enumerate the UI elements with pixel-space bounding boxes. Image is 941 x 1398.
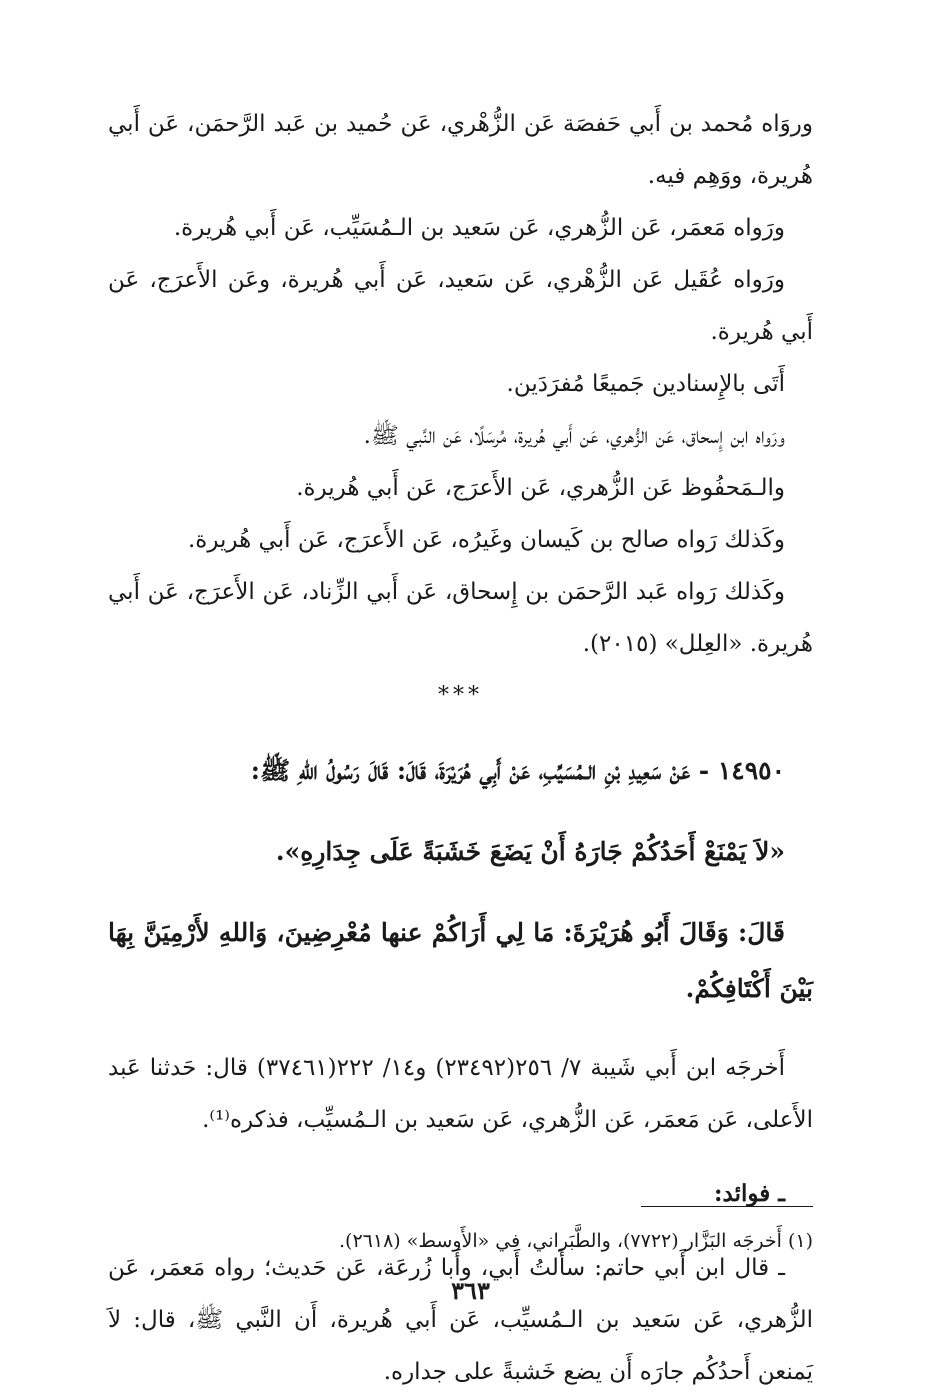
paragraph-5: ورَواه ابن إِسحاق، عَن الزُّهري، عَن أَبي هُريرة، مُرسَلًا، عَن النَّبي ﷺ. <box>363 423 785 449</box>
paragraph-6: والـمَحفُوظ عَن الزُّهري، عَن الأَعرَج، عَن أَبي هُريرة. <box>296 475 785 501</box>
hadith-text: «لاَ يَمْنَعْ أَحَدُكُمْ جَارَهُ أَنْ يَضَعَ خَشَبَةً عَلَى جِدَارِهِ». <box>275 837 785 866</box>
paragraph-8: وكَذلك رَواه عَبد الرَّحمَن بن إِسحاق، عَن أَبي الزِّناد، عَن الأَعرَج، عَن أَبي هُريرة. «العِلل» (٢٠١٥). <box>108 579 813 657</box>
paragraph-2: ورَواه مَعمَر، عَن الزُّهري، عَن سَعيد بن الـمُسَيِّب، عَن أَبي هُريرة. <box>173 215 785 241</box>
paragraph-7: وكَذلك رَواه صالح بن كَيسان وغَيرُه، عَن الأَعرَج، عَن أَبي هُريرة. <box>187 527 785 553</box>
fawaid-heading: ـ فوائد: <box>714 1180 785 1207</box>
paragraph-1: وروَاه مُحمد بن أَبي حَفصَة عَن الزُّهْري، عَن حُميد بن عَبد الرَّحمَن، عَن أَبي هُريرة، ووَهِم فيه. <box>108 111 813 189</box>
page-body <box>108 98 813 1398</box>
section-separator: *** <box>438 683 483 708</box>
hadith-comment: قَالَ: وَقَالَ أَبُو هُرَيْرَةَ: مَا لِي أَرَاكُمْ عنها مُعْرِضِينَ، وَاللهِ لأَرْمِيَنَّ بِهَا بَيْنَ أَكْتَافِكُمْ. <box>108 918 813 1003</box>
footnote-divider <box>641 1206 813 1207</box>
paragraph-3: ورَواه عُقَيل عَن الزُّهْري، عَن سَعيد، عَن أَبي هُريرة، وعَن الأَعرَج، عَن أَبي هُريرة. <box>108 267 813 345</box>
footnote: (١) أَخرجَه البَزَّار (٧٧٢٢)، والطَّبَراني، في «الأَوسط» (٢٦١٨). <box>339 1230 813 1252</box>
paragraph-4: أَتَى بالإِسنادين جَميعًا مُفرَدَين. <box>506 371 785 397</box>
hadith-heading: ١٤٩٥٠ - عَنْ سَعِيدِ بْنِ الـمُسَيِّبِ، عَنْ أَبِي هُرَيْرَةَ، قَالَ: قَالَ رَسُولُ اللهِ ﷺ: <box>250 756 785 785</box>
fawaid-paragraph: ـ قال ابن أَبي حاتم: سأَلتُ أَبي، وأَبا زُرعَة، عَن حَديث؛ رواه مَعمَر، عَن الزُّهري، عَن سَعيد بن الـمُسيِّب، عَن أَبي هُريرة، أَن النَّبي ﷺ، قال: لاَ يَمنعن أَحدُكُم جارَه أَن يضع خَشبةً على جداره. <box>108 1255 813 1385</box>
takhrij-paragraph: أَخرجَه ابن أَبي شَيبة ٧/ ٢٥٦(٢٣٤٩٢) و١٤/ ٢٢٢(٣٧٤٦١) قال: حَدثنا عَبد الأَعلى، عَن مَعمَر، عَن الزُّهري، عَن سَعيد بن الـمُسيِّب، فذكره⁽¹⁾. <box>108 1055 813 1133</box>
page-number: ٣٦٣ <box>451 1276 490 1305</box>
